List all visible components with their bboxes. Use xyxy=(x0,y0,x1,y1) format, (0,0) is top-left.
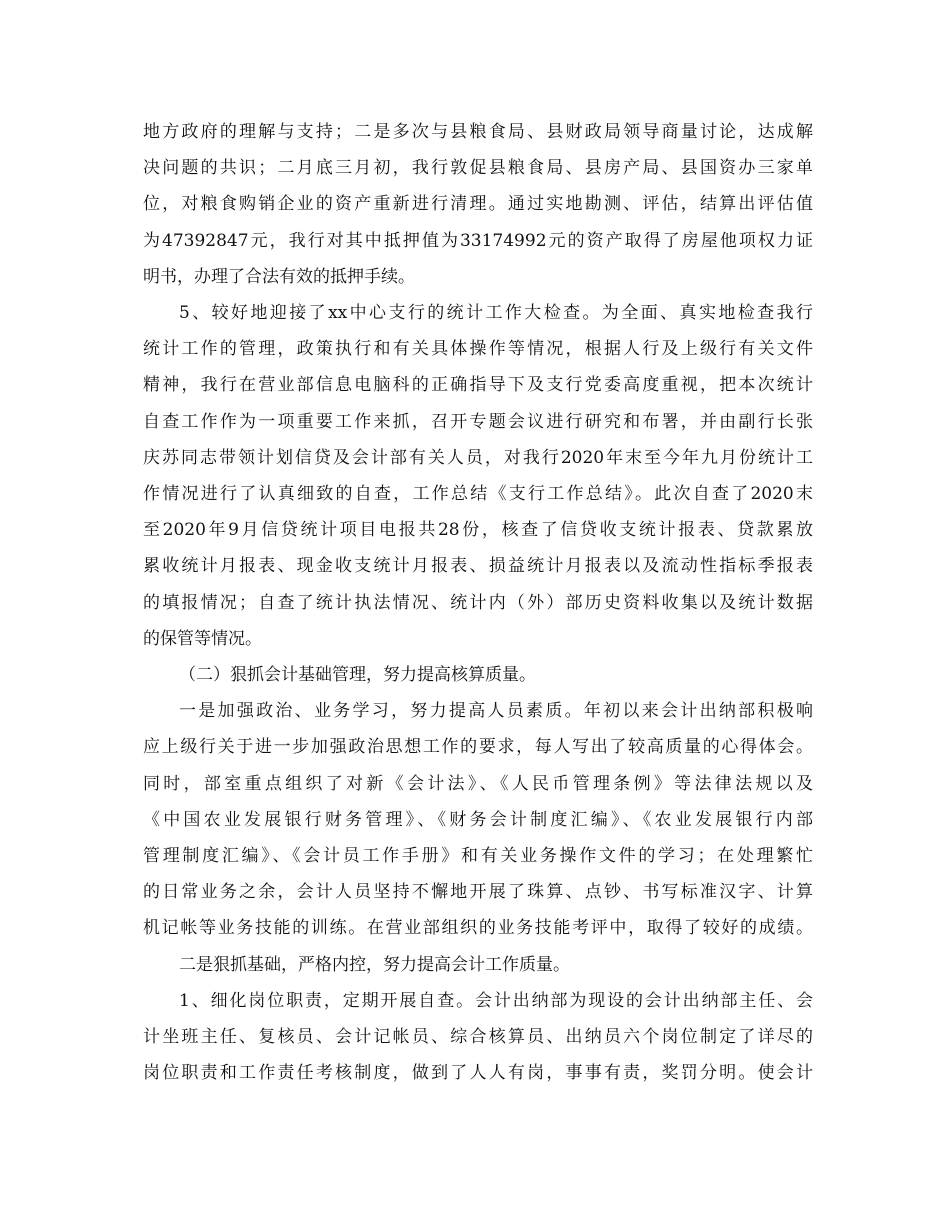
section-heading xyxy=(143,657,813,693)
text-line: 统计工作的管理，政策执行和有关具体操作等情况，根据人行及上级行有关文件 xyxy=(143,339,813,360)
text-line: 的保管等情况。 xyxy=(143,628,262,649)
paragraph-job-duties xyxy=(143,983,813,1092)
text-line: 一是加强政治、业务学习，努力提高人员素质。年初以来会计出纳部积极响 xyxy=(179,701,813,722)
text-line: 至2020年9月信贷统计项目电报共28份，核查了信贷收支统计报表、贷款累放 xyxy=(143,520,813,541)
text-line: 二是狠抓基础，严格内控，努力提高会计工作质量。 xyxy=(179,954,570,975)
paragraph-political-study xyxy=(143,693,813,946)
text-line: 精神，我行在营业部信息电脑科的正确指导下及支行党委高度重视，把本次统计 xyxy=(143,375,813,396)
paragraph-foundation xyxy=(143,947,813,983)
text-line: 位，对粮食购销企业的资产重新进行清理。通过实地勘测、评估，结算出评估值 xyxy=(143,194,813,215)
text-line: 机记帐等业务技能的训练。在营业部组织的业务技能考评中，取得了较好的成绩。 xyxy=(143,918,813,939)
paragraph-continuation xyxy=(143,114,813,295)
text-line: 的填报情况；自查了统计执法情况、统计内（外）部历史资料收集以及统计数据 xyxy=(143,592,813,613)
text-line: 5、较好地迎接了xx中心支行的统计工作大检查。为全面、真实地检查我行 xyxy=(179,303,813,324)
text-line: 1、细化岗位职责，定期开展自查。会计出纳部为现设的会计出纳部主任、会 xyxy=(179,990,813,1011)
text-line: 自查工作作为一项重要工作来抓，召开专题会议进行研究和布署，并由副行长张 xyxy=(143,411,813,432)
text-line: 作情况进行了认真细致的自查，工作总结《支行工作总结》。此次自查了2020末 xyxy=(143,484,813,505)
text-line: 累收统计月报表、现金收支统计月报表、损益统计月报表以及流动性指标季报表 xyxy=(143,556,813,577)
text-line: 《中国农业发展银行财务管理》、《财务会计制度汇编》、《农业发展银行内部 xyxy=(143,809,813,830)
text-line: 决问题的共识；二月底三月初，我行敦促县粮食局、县房产局、县国资办三家单 xyxy=(143,158,813,179)
text-line: 计坐班主任、复核员、会计记帐员、综合核算员、出纳员六个岗位制定了详尽的 xyxy=(143,1027,813,1048)
text-line: 为47392847元，我行对其中抵押值为33174992元的资产取得了房屋他项权力证 xyxy=(143,230,813,251)
text-line: 应上级行关于进一步加强政治思想工作的要求，每人写出了较高质量的心得体会。 xyxy=(143,737,813,758)
text-line: 地方政府的理解与支持；二是多次与县粮食局、县财政局领导商量讨论，达成解 xyxy=(143,122,813,142)
text-line: 庆苏同志带领计划信贷及会计部有关人员，对我行2020年末至今年九月份统计工 xyxy=(143,447,813,468)
text-line: 明书，办理了合法有效的抵押手续。 xyxy=(143,266,415,287)
text-line: 岗位职责和工作责任考核制度，做到了人人有岗，事事有责，奖罚分明。使会计 xyxy=(143,1063,813,1084)
text-line: 的日常业务之余，会计人员坚持不懈地开展了珠算、点钞、书写标准汉字、计算 xyxy=(143,882,813,903)
paragraph-statistics-inspection xyxy=(143,295,813,657)
document-body xyxy=(143,114,813,1091)
text-line: 同时，部室重点组织了对新《会计法》、《人民币管理条例》等法律法规以及 xyxy=(143,773,813,794)
text-line: 管理制度汇编》、《会计员工作手册》和有关业务操作文件的学习；在处理繁忙 xyxy=(143,846,813,867)
text-line: （二）狠抓会计基础管理，努力提高核算质量。 xyxy=(179,665,536,686)
